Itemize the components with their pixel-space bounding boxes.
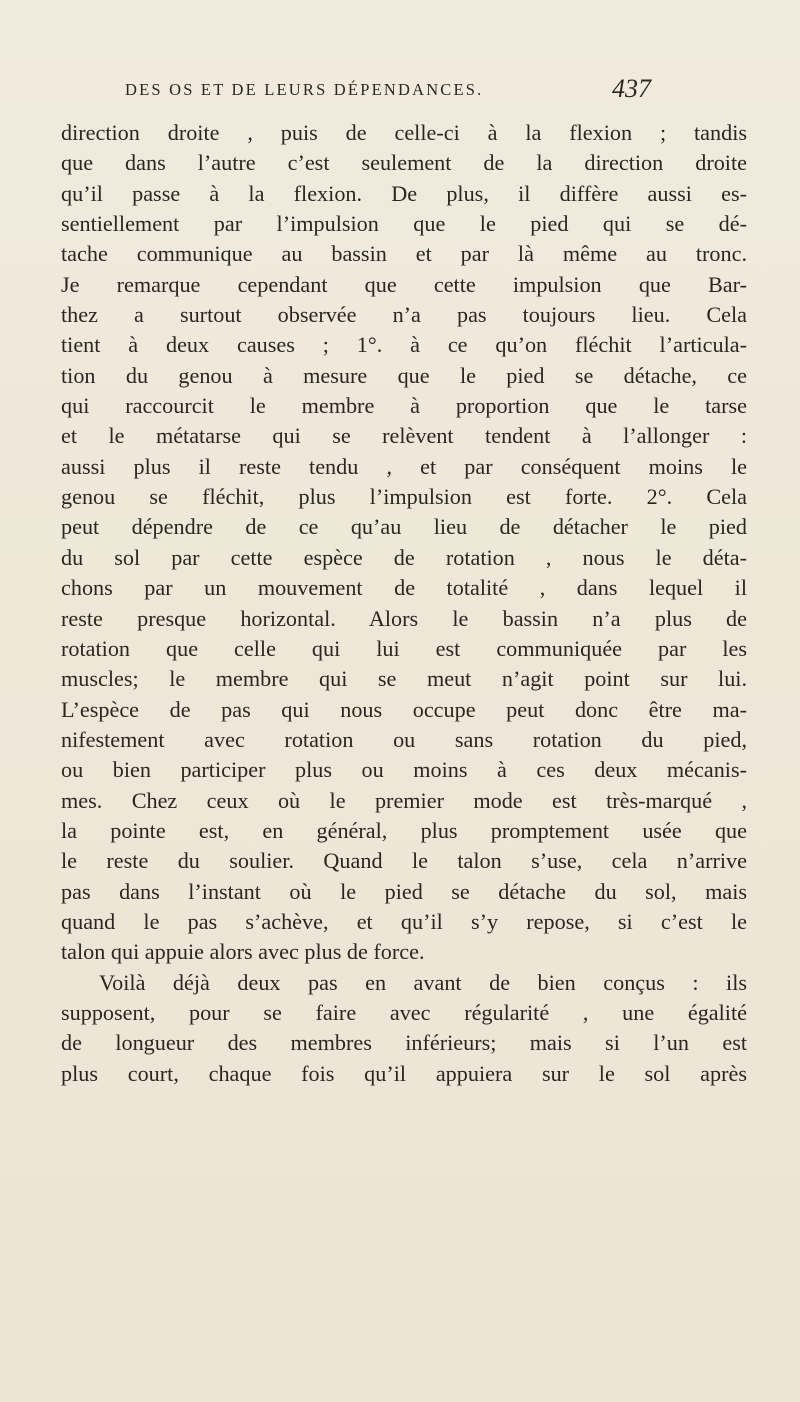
text-line: rotation que celle qui lui est communiquée par les <box>61 635 747 661</box>
text-line: pas dans l’instant où le pied se détache du sol, mais <box>61 878 747 904</box>
text-line: peut dépendre de ce qu’au lieu de détacher le pied <box>61 514 747 540</box>
running-title: DES OS ET DE LEURS DÉPENDANCES. <box>125 80 484 99</box>
text-line: chons par un mouvement de totalité , dans lequel il <box>61 575 747 601</box>
text-line: et le métatarse qui se relèvent tendent à l’allonger : <box>61 423 747 449</box>
text-line: direction droite , puis de celle-ci à la flexion ; tandis <box>61 120 747 145</box>
text-line: la pointe est, en général, plus promptement usée que <box>61 817 747 843</box>
text-line: Je remarque cependant que cette impulsion que Bar- <box>61 271 747 297</box>
text-line-paragraph-end: talon qui appuie alors avec plus de force. <box>61 939 425 965</box>
text-line: aussi plus il reste tendu , et par conséquent moins le <box>61 453 747 479</box>
text-line: tache communique au bassin et par là même au tronc. <box>61 241 747 267</box>
text-line: du sol par cette espèce de rotation , nous le déta- <box>61 544 747 570</box>
text-line-paragraph-start: Voilà déjà deux pas en avant de bien conçus : ils <box>99 969 747 995</box>
text-line: quand le pas s’achève, et qu’il s’y repose, si c’est le <box>61 908 747 934</box>
text-line: plus court, chaque fois qu’il appuiera sur le sol après <box>61 1060 747 1086</box>
text-line: ou bien participer plus ou moins à ces deux mécanis- <box>61 757 747 783</box>
page-number: 437 <box>612 74 651 103</box>
text-line: tient à deux causes ; 1°. à ce qu’on fléchit l’articula- <box>61 332 747 358</box>
text-line: reste presque horizontal. Alors le bassin n’a plus de <box>61 605 747 631</box>
text-line: supposent, pour se faire avec régularité , une égalité <box>61 999 747 1025</box>
body-text <box>61 118 747 1089</box>
text-line: genou se fléchit, plus l’impulsion est forte. 2°. Cela <box>61 484 747 510</box>
page-header <box>0 74 800 114</box>
text-line: qu’il passe à la flexion. De plus, il diffère aussi es- <box>61 180 747 206</box>
text-line: tion du genou à mesure que le pied se détache, ce <box>61 362 747 388</box>
text-line: thez a surtout observée n’a pas toujours lieu. Cela <box>61 302 747 328</box>
text-line: nifestement avec rotation ou sans rotation du pied, <box>61 726 747 752</box>
text-line: que dans l’autre c’est seulement de la direction droite <box>61 150 747 176</box>
text-line: de longueur des membres inférieurs; mais si l’un est <box>61 1030 747 1056</box>
text-line: qui raccourcit le membre à proportion que le tarse <box>61 393 747 419</box>
text-line: le reste du soulier. Quand le talon s’use, cela n’arrive <box>61 848 747 874</box>
text-line: sentiellement par l’impulsion que le pied qui se dé- <box>61 211 747 237</box>
text-line: mes. Chez ceux où le premier mode est très-marqué , <box>61 787 747 813</box>
text-line: muscles; le membre qui se meut n’agit point sur lui. <box>61 666 747 692</box>
text-line: L’espèce de pas qui nous occupe peut donc être ma- <box>61 696 747 722</box>
